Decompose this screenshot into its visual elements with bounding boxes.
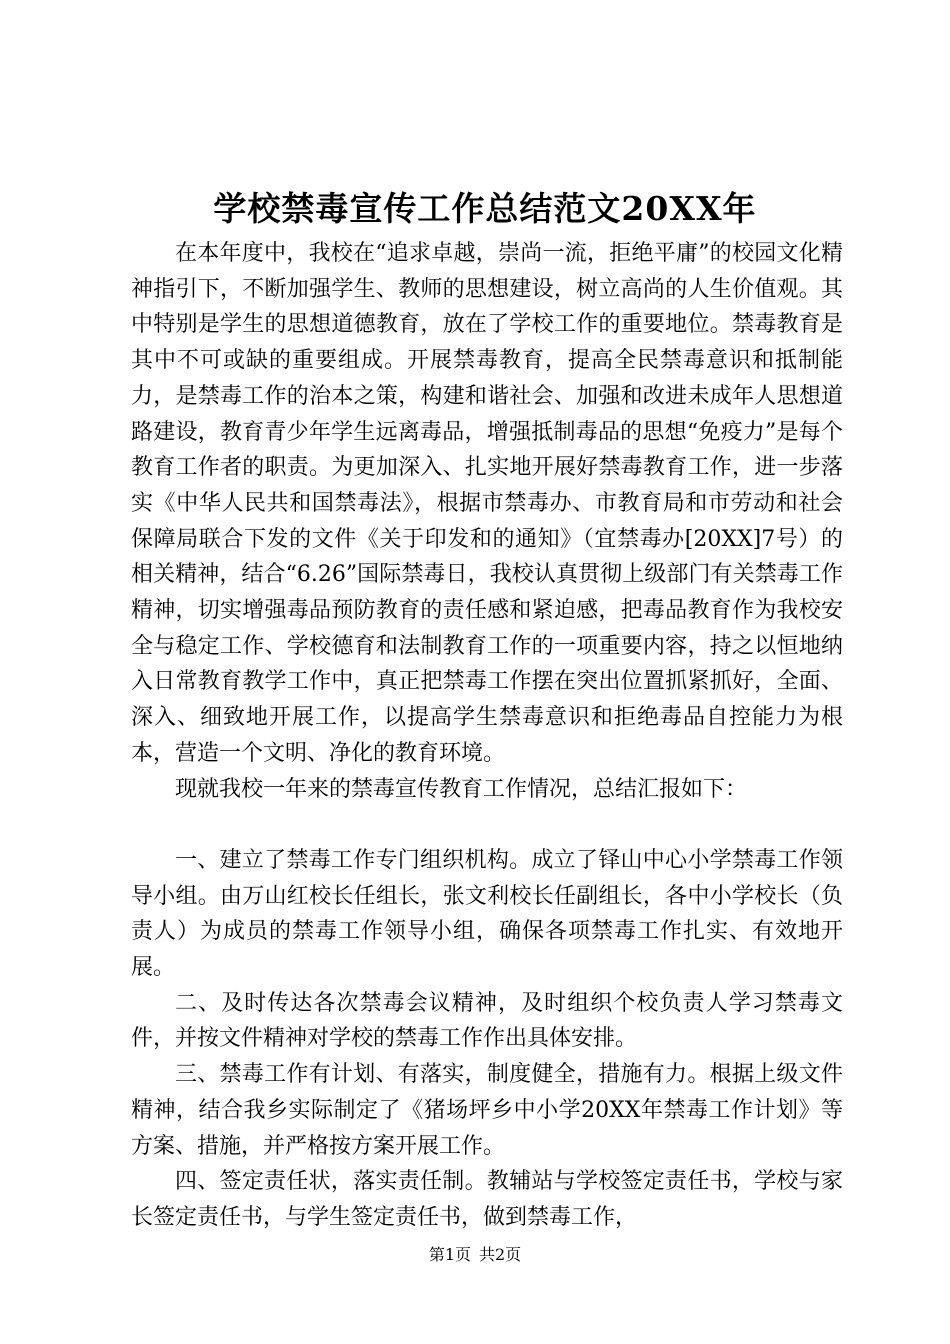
body-paragraph-summary-lead: 现就我校一年来的禁毒宣传教育工作情况，总结汇报如下： (175, 776, 748, 802)
paragraph-spacer (131, 807, 843, 843)
body-paragraph-item-4: 四、签定责任状，落实责任制。教辅站与学校签定责任书，学校与家长签定责任书，与学生签定责任书，做到禁毒工作， (131, 1169, 843, 1230)
document-title: 学校禁毒宣传工作总结范文20XX年 (213, 189, 757, 228)
body-paragraph-item-3: 三、禁毒工作有计划、有落实，制度健全，措施有力。根据上级文件精神，结合我乡实际制定了《猪场坪乡中小学20XX年禁毒工作计划》等方案、措施，并严格按方案开展工作。 (131, 1062, 843, 1159)
body-paragraph-item-1: 一、建立了禁毒工作专门组织机构。成立了铎山中心小学禁毒工作领导小组。由万山红校长任组长，张文利校长任副组长，各中小学校长（负责人）为成员的禁毒工作领导小组，确保各项禁毒工作扎实、有效地开展。 (131, 847, 843, 981)
page-total: 共2页 (479, 1245, 522, 1264)
document-body (131, 236, 843, 1236)
body-paragraph-item-2: 二、及时传达各次禁毒会议精神，及时组织个校负责人学习禁毒文件，并按文件精神对学校的禁毒工作作出具体安排。 (131, 990, 843, 1052)
body-paragraph-intro: 在本年度中，我校在“追求卓越，崇尚一流，拒绝平庸”的校园文化精神指引下，不断加强学生、教师的思想建设，树立高尚的人生价值观。其中特别是学生的思想道德教育，放在了学校工作的重要地位。禁毒教育是其中不可或缺的重要组成。开展禁毒教育，提高全民禁毒意识和抵制能力，是禁毒工作的治本之策，构建和谐社会、加强和改进未成年人思想道路建设，教育青少年学生远离毒品，增强抵制毒品的思想“免疫力”是每个教育工作者的职责。为更加深入、扎实地开展好禁毒教育工作，进一步落实《中华人民共和国禁毒法》，根据市禁毒办、市教育局和市劳动和社会保障局联合下发的文件《关于印发和的通知》（宜禁毒办[20XX]7号）的相关精神，结合“6.26”国际禁毒日，我校认真贯彻上级部门有关禁毒工作精神，切实增强毒品预防教育的责任感和紧迫感，把毒品教育作为我校安全与稳定工作、学校德育和法制教育工作的一项重要内容，持之以恒地纳入日常教育教学工作中，真正把禁毒工作摆在突出位置抓紧抓好，全面、深入、细致地开展工作，以提高学生禁毒意识和拒绝毒品自控能力为根本，营造一个文明、净化的教育环境。 (131, 241, 843, 766)
page-number: 第1页 (428, 1245, 471, 1264)
page-footer (0, 1245, 950, 1265)
